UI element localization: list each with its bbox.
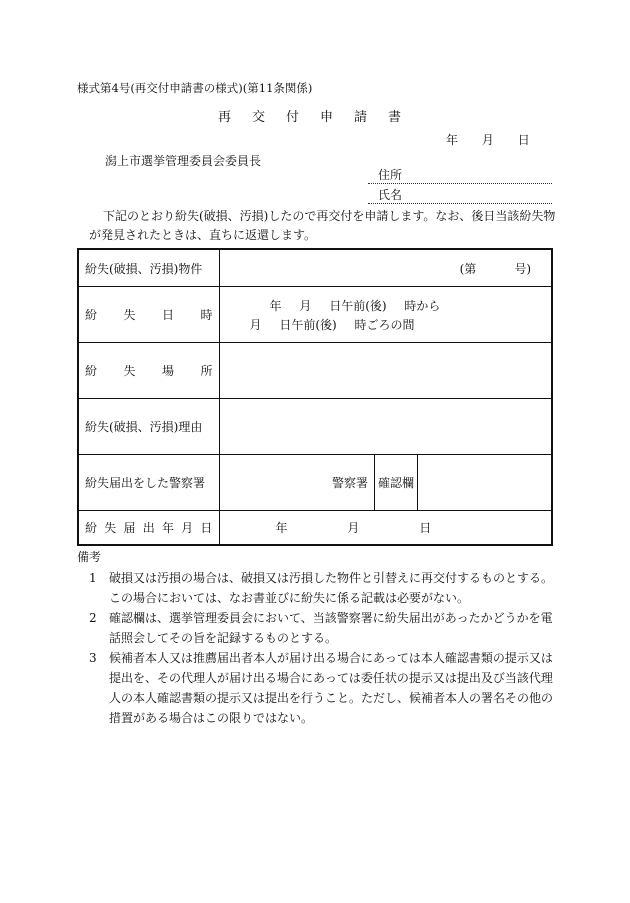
address-label: 住所 bbox=[378, 168, 403, 182]
confirm-field[interactable] bbox=[418, 455, 551, 510]
table-row bbox=[78, 455, 552, 511]
police-station-text: 警察署 bbox=[331, 476, 368, 490]
note-number: 2 bbox=[89, 611, 97, 625]
date-day: 日 bbox=[517, 133, 530, 147]
time-unit: 時ごろの間 bbox=[354, 317, 415, 332]
date-unit: 月 bbox=[347, 521, 360, 535]
form-number: 様式第4号(再交付申請書の様式)(第11条関係) bbox=[77, 81, 313, 95]
time-unit: 日午前(後) bbox=[329, 298, 387, 313]
label-char: 所 bbox=[200, 364, 213, 378]
lost-item-label: 紛失(破損、汚損)物件 bbox=[78, 249, 219, 287]
time-unit: 時から bbox=[404, 298, 441, 313]
lost-item-field[interactable] bbox=[219, 249, 552, 287]
intro-line-1: 下記のとおり紛失(破損、汚損)したので再交付を申請します。なお、後日当該紛失物 bbox=[103, 209, 556, 223]
time-unit: 月 bbox=[249, 317, 262, 332]
table-row bbox=[78, 287, 552, 343]
note-number: 1 bbox=[89, 571, 97, 585]
date-month: 月 bbox=[481, 133, 494, 147]
label-char: 紛 bbox=[85, 364, 98, 378]
label-char: 月 bbox=[181, 521, 194, 535]
list-item bbox=[89, 568, 555, 608]
intro-line-2: が発見されたときは、直ちに返還します。 bbox=[89, 228, 317, 242]
lost-place-label bbox=[78, 343, 219, 399]
note-text: 破損又は汚損の場合は、破損又は汚損した物件と引替えに再交付するものとする。この場合においては、なお書並びに紛失に係る記載は必要がない。 bbox=[109, 571, 554, 605]
list-item bbox=[89, 608, 555, 648]
label-char: 紛 bbox=[85, 308, 98, 322]
lost-reason-label: 紛失(破損、汚損)理由 bbox=[78, 399, 219, 455]
table-row bbox=[78, 511, 552, 546]
label-char: 失 bbox=[104, 521, 117, 535]
page-title: 再交付申請書 bbox=[217, 110, 422, 125]
report-date-field[interactable] bbox=[219, 511, 552, 546]
time-unit: 日午前(後) bbox=[279, 317, 337, 332]
notes-list bbox=[89, 568, 555, 728]
police-label: 紛失届出をした警察署 bbox=[78, 455, 219, 511]
date-unit: 年 bbox=[275, 521, 288, 535]
intro-text bbox=[89, 207, 559, 245]
notes-title: 備考 bbox=[77, 550, 102, 564]
application-table bbox=[77, 248, 553, 546]
label-char: 日 bbox=[161, 308, 174, 322]
lost-place-field[interactable] bbox=[219, 343, 552, 399]
label-char: 失 bbox=[123, 308, 136, 322]
note-text: 確認欄は、選挙管理委員会において、当該警察署に紛失届出があったかどうかを電話照会してその旨を記録するものとする。 bbox=[109, 611, 553, 645]
table-row bbox=[78, 399, 552, 455]
label-char: 日 bbox=[200, 521, 213, 535]
item-number-open: (第 bbox=[459, 261, 477, 276]
lost-datetime-field[interactable] bbox=[219, 287, 552, 343]
police-station[interactable] bbox=[220, 455, 376, 510]
list-item bbox=[89, 648, 555, 728]
table-row bbox=[78, 249, 552, 287]
label-char: 紛 bbox=[85, 521, 98, 535]
police-field[interactable] bbox=[219, 455, 552, 511]
label-char: 年 bbox=[161, 521, 174, 535]
time-unit: 年 bbox=[269, 298, 282, 313]
item-number-close: 号) bbox=[514, 261, 531, 276]
confirm-label: 確認欄 bbox=[375, 455, 418, 510]
time-unit: 月 bbox=[299, 298, 312, 313]
label-char: 場 bbox=[161, 364, 174, 378]
name-label: 氏名 bbox=[378, 188, 403, 202]
note-text: 候補者本人又は推薦届出者本人が届け出る場合にあっては本人確認書類の提示又は提出を、その代理人が届け出る場合にあっては委任状の提示又は提出及び当該代理人の本人確認書類の提示又は提出を行うこと。ただし、候補者本人の署名その他の措置がある場合はこの限りではない。 bbox=[109, 651, 554, 725]
application-date bbox=[446, 131, 530, 148]
addressee: 潟上市選挙管理委員会委員長 bbox=[105, 154, 262, 168]
lost-datetime-label bbox=[78, 287, 219, 343]
label-char: 失 bbox=[123, 364, 136, 378]
label-char: 出 bbox=[142, 521, 155, 535]
note-number: 3 bbox=[89, 651, 97, 665]
report-date-label bbox=[78, 511, 219, 546]
lost-reason-field[interactable] bbox=[219, 399, 552, 455]
date-year: 年 bbox=[446, 133, 459, 147]
address-field[interactable] bbox=[368, 167, 552, 184]
table-row bbox=[78, 343, 552, 399]
label-char: 時 bbox=[200, 308, 213, 322]
name-field[interactable] bbox=[368, 187, 552, 204]
date-unit: 日 bbox=[419, 521, 432, 535]
label-char: 届 bbox=[123, 521, 136, 535]
